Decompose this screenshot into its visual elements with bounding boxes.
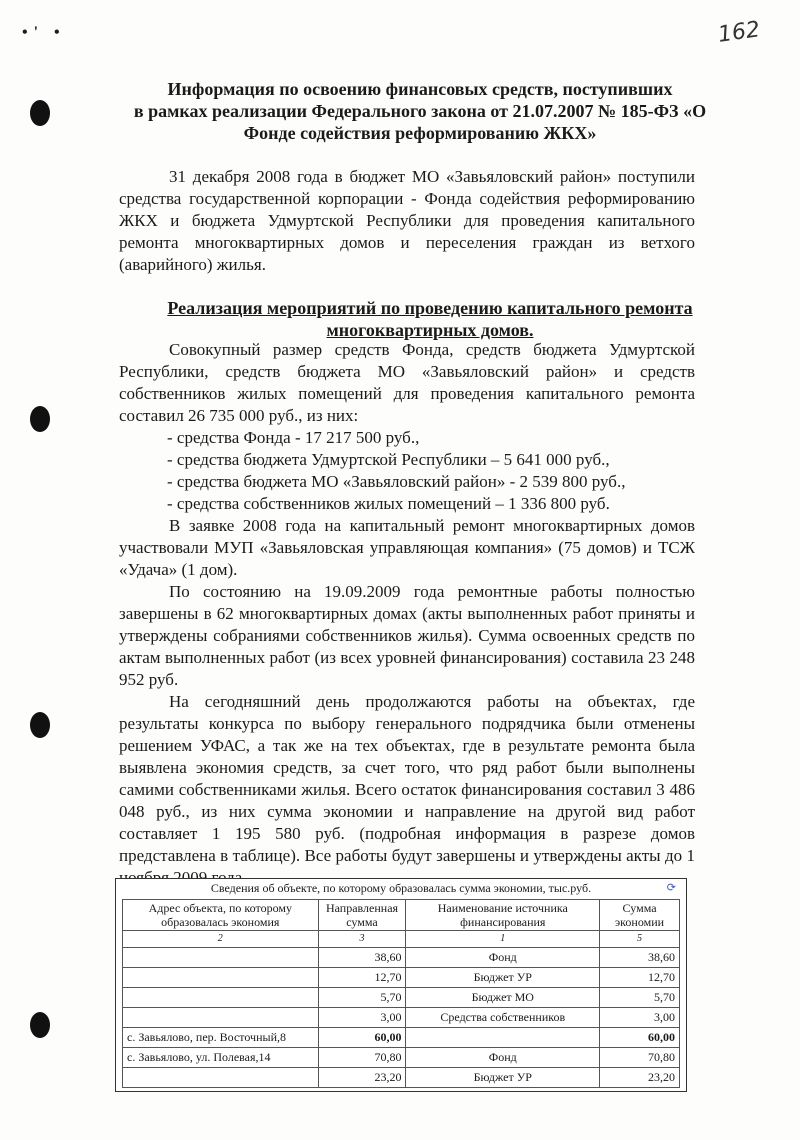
table-title: Сведения об объекте, по которому образовалась сумма экономии, тыс.руб. xyxy=(210,881,592,895)
page-number: 162 xyxy=(716,17,762,48)
table-row xyxy=(123,948,680,968)
cell-source: Бюджет МО xyxy=(406,988,600,1008)
cell-address: с. Завьялово, пер. Восточный,8 xyxy=(123,1028,319,1048)
bullet-owners-funds: - средства собственников жилых помещений – 1 336 800 руб. xyxy=(167,494,610,513)
paragraph-status: По состоянию на 19.09.2009 года ремонтные работы полностью завершены в 62 многоквартирных домах (акты выполненных работ приняты и утверждены собраниями собственников жилья). Сумма освоенных средств по актам выполненных работ (из всех уровней финансирования) составила 23 248 952 руб. xyxy=(119,582,695,689)
header-economy: Сумма экономии xyxy=(600,900,680,931)
punch-hole-1 xyxy=(30,100,50,126)
paragraph-total-funds: Совокупный размер средств Фонда, средств бюджета Удмуртской Республики, средств бюджета МО «Завьяловский район» и средств собственников жилых помещений для проведения капитального ремонта составил 26 735 000 руб., из них: xyxy=(119,340,695,425)
cell-address: с. Завьялово, ул. Полевая,14 xyxy=(123,1048,319,1068)
header-address: Адрес объекта, по которому образовалась экономия xyxy=(123,900,319,931)
cell-economy: 60,00 xyxy=(600,1028,680,1048)
table-row xyxy=(123,968,680,988)
section-subtitle: Реализация мероприятий по проведению капитального ремонта многоквартирных домов. xyxy=(167,298,693,340)
cell-economy: 23,20 xyxy=(600,1068,680,1088)
column-number: 1 xyxy=(406,931,600,948)
cell-address xyxy=(123,1008,319,1028)
cell-source: Бюджет УР xyxy=(406,1068,600,1088)
cell-sum: 23,20 xyxy=(318,1068,406,1088)
table-row xyxy=(123,1048,680,1068)
cell-economy: 12,70 xyxy=(600,968,680,988)
column-number: 3 xyxy=(318,931,406,948)
document-title xyxy=(120,78,720,144)
cell-economy: 5,70 xyxy=(600,988,680,1008)
punch-hole-2 xyxy=(30,406,50,432)
table-row xyxy=(123,1068,680,1088)
table-header-row xyxy=(123,900,680,931)
cell-address xyxy=(123,968,319,988)
table-row xyxy=(123,988,680,1008)
cell-source: Бюджет УР xyxy=(406,968,600,988)
cell-sum: 3,00 xyxy=(318,1008,406,1028)
bullet-district-budget: - средства бюджета МО «Завьяловский район» - 2 539 800 руб., xyxy=(167,472,626,491)
title-line-3: Фонде содействия реформированию ЖКХ» xyxy=(243,123,597,143)
cell-source xyxy=(406,1028,600,1048)
savings-table xyxy=(122,899,680,1088)
bullet-fund: - средства Фонда - 17 217 500 руб., xyxy=(167,428,420,447)
intro-paragraph: 31 декабря 2008 года в бюджет МО «Завьяловский район» поступили средства государственной корпорации - Фонда содействия реформированию ЖКХ и бюджета Удмуртской Республики для проведения капитального ремонта многоквартирных домов и переселения граждан из ветхого (аварийного) жилья. xyxy=(119,167,695,274)
cell-sum: 60,00 xyxy=(318,1028,406,1048)
body-section xyxy=(119,339,695,889)
refresh-icon: ⟳ xyxy=(666,882,676,894)
intro-section xyxy=(119,166,695,276)
cell-source: Фонд xyxy=(406,1048,600,1068)
header-source: Наименование источника финансирования xyxy=(406,900,600,931)
cell-economy: 3,00 xyxy=(600,1008,680,1028)
punch-hole-4 xyxy=(30,1012,50,1038)
title-line-2: в рамках реализации Федерального закона от 21.07.2007 № 185-ФЗ «О xyxy=(133,101,707,121)
paragraph-application: В заявке 2008 года на капитальный ремонт многоквартирных домов участвовали МУП «Завьяловская управляющая компания» (75 домов) и ТСЖ «Удача» (1 дом). xyxy=(119,516,695,579)
cell-sum: 12,70 xyxy=(318,968,406,988)
bullet-republic-budget: - средства бюджета Удмуртской Республики – 5 641 000 руб., xyxy=(167,450,610,469)
header-sum: Направленная сумма xyxy=(318,900,406,931)
column-number: 2 xyxy=(123,931,319,948)
cell-address xyxy=(123,1068,319,1088)
savings-table-container xyxy=(115,878,687,1092)
cell-sum: 70,80 xyxy=(318,1048,406,1068)
column-number: 5 xyxy=(600,931,680,948)
table-row xyxy=(123,1008,680,1028)
table-row-total xyxy=(123,1028,680,1048)
cell-sum: 38,60 xyxy=(318,948,406,968)
title-line-1: Информация по освоению финансовых средств, поступивших xyxy=(167,79,673,99)
cell-sum: 5,70 xyxy=(318,988,406,1008)
cell-source: Средства собственников xyxy=(406,1008,600,1028)
paragraph-ongoing-work: На сегодняшний день продолжаются работы на объектах, где результаты конкурса по выбору генерального подрядчика были отменены решением УФАС, а так же на тех объектах, где в результате ремонта была выявлена экономия средств, за счет того, что ряд работ были выполнены самими собственниками жилья. Всего остаток финансирования составил 3 486 048 руб., из них сумма экономии и направление на другой вид работ составляет 1 195 580 руб. (подробная информация в разрезе домов представлена в таблице). Все работы будут завершены и утверждены акты до 1 xyxy=(119,692,695,865)
punch-hole-3 xyxy=(30,712,50,738)
cell-address xyxy=(123,988,319,1008)
corner-mark: •' • xyxy=(22,24,66,41)
cell-economy: 38,60 xyxy=(600,948,680,968)
cell-address xyxy=(123,948,319,968)
cell-economy: 70,80 xyxy=(600,1048,680,1068)
cell-source: Фонд xyxy=(406,948,600,968)
table-column-number-row xyxy=(123,931,680,948)
